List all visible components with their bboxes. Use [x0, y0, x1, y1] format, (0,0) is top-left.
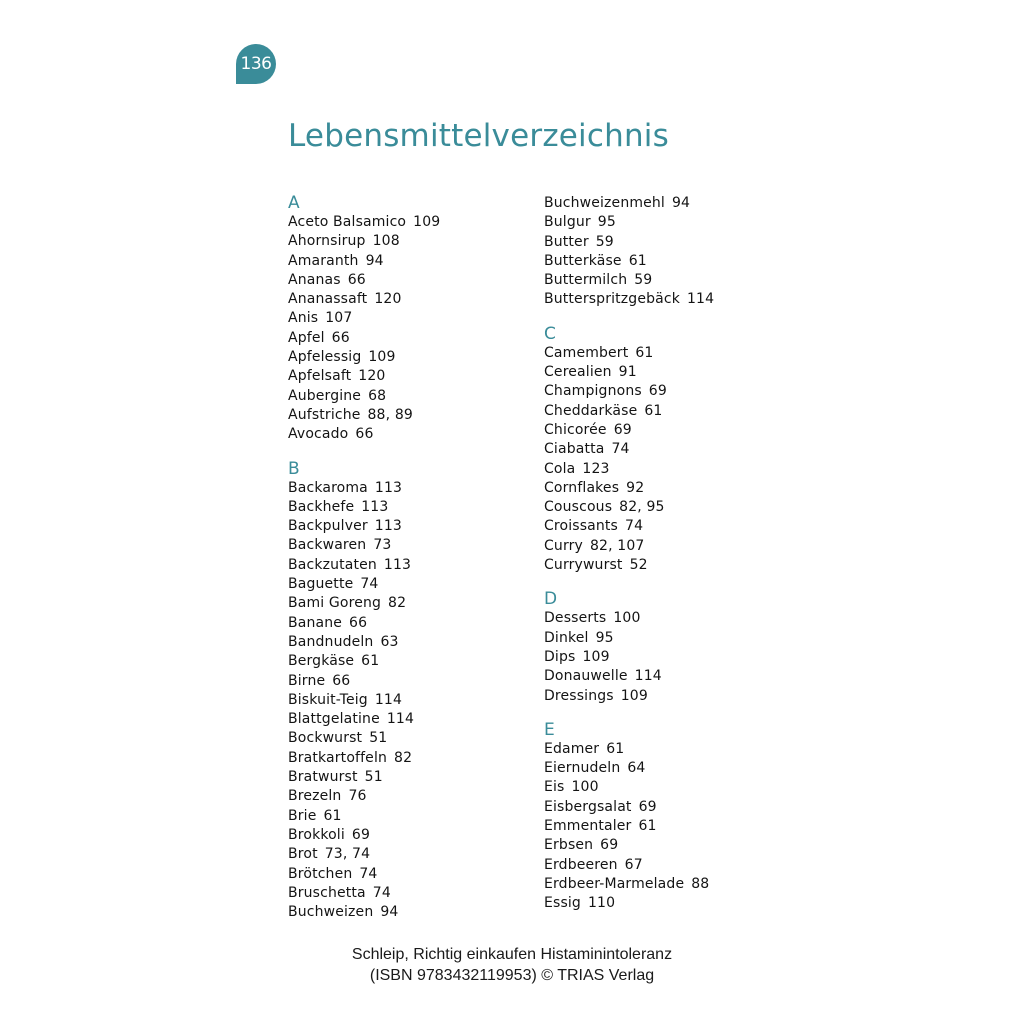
index-entry	[544, 252, 794, 271]
section-letter-heading: A	[288, 193, 300, 213]
index-entry	[288, 232, 538, 251]
entry-page-ref: 109	[413, 214, 441, 230]
entry-page-ref: 76	[348, 788, 367, 805]
index-entry	[544, 363, 794, 382]
index-entry	[288, 807, 538, 826]
index-entry	[544, 421, 794, 440]
entry-page-ref: 74	[372, 884, 391, 901]
index-entry	[544, 460, 794, 479]
index-entry	[288, 884, 538, 903]
entry-name: Bulgur	[544, 214, 591, 231]
entry-page-ref: 108	[372, 233, 400, 250]
entry-page-ref: 69	[351, 826, 371, 843]
index-entry	[288, 498, 538, 517]
entry-page-ref: 69	[638, 798, 657, 815]
entry-page-ref: 113	[361, 498, 389, 515]
entry-page-ref: 114	[634, 668, 662, 685]
entry-name: Croissants	[544, 518, 619, 535]
entry-page-ref: 107	[325, 310, 353, 327]
entry-name: Backwaren	[288, 537, 367, 554]
index-entry	[544, 667, 794, 686]
entry-name: Ananassaft	[288, 291, 368, 308]
entry-page-ref: 74	[360, 576, 379, 593]
entry-name: Eisbergsalat	[544, 798, 632, 815]
index-entry	[288, 425, 538, 444]
entry-page-ref: 114	[386, 711, 415, 728]
index-section-b	[288, 460, 538, 923]
entry-page-ref: 51	[364, 769, 383, 786]
index-section-continued	[544, 194, 794, 310]
entry-page-ref: 82, 95	[619, 499, 665, 516]
entry-name: Erdbeer-Marmelade	[544, 875, 685, 892]
entry-page-ref: 113	[383, 556, 412, 573]
entry-page-ref: 120	[374, 291, 402, 308]
entry-page-ref: 100	[571, 779, 599, 796]
entry-page-ref: 82	[388, 595, 407, 612]
index-entry	[288, 252, 538, 271]
page-title: Lebensmittelverzeichnis	[288, 118, 669, 154]
index-entry	[288, 329, 538, 348]
entry-page-ref: 123	[582, 460, 610, 477]
index-entry	[288, 633, 538, 652]
index-entry	[288, 271, 538, 290]
entry-name: Cheddarkäse	[544, 402, 638, 419]
entry-name: Dips	[544, 648, 576, 665]
entry-name: Backaroma	[288, 479, 368, 496]
index-entry	[288, 652, 538, 671]
entry-page-ref: 69	[613, 421, 632, 438]
index-entry	[544, 213, 794, 232]
index-entry	[544, 817, 794, 836]
index-column-right	[544, 194, 794, 929]
entry-name: Emmentaler	[544, 818, 632, 835]
entry-page-ref: 61	[638, 818, 657, 835]
entry-name: Bratkartoffeln	[288, 749, 388, 766]
entry-page-ref: 59	[595, 233, 614, 250]
index-entry	[288, 406, 538, 425]
entry-name: Apfelessig	[288, 349, 362, 366]
index-entry	[544, 894, 794, 913]
entry-page-ref: 82, 107	[589, 537, 645, 554]
entry-page-ref: 66	[331, 329, 350, 346]
entry-name: Brötchen	[288, 865, 353, 882]
entry-page-ref: 61	[361, 653, 380, 670]
entry-page-ref: 82	[394, 749, 413, 766]
index-entry	[544, 440, 794, 459]
entry-name: Bruschetta	[288, 884, 366, 901]
index-entry	[544, 402, 794, 421]
entry-name: Birne	[288, 672, 326, 689]
entry-list	[544, 194, 794, 310]
entry-name: Bandnudeln	[288, 633, 374, 650]
entry-page-ref: 66	[349, 614, 368, 631]
entry-page-ref: 61	[323, 807, 342, 824]
entry-name: Bami Goreng	[288, 595, 382, 612]
entry-name: Currywurst	[544, 557, 623, 574]
entry-page-ref: 74	[625, 518, 644, 535]
entry-name: Curry	[544, 537, 583, 554]
index-entry	[544, 194, 794, 213]
entry-name: Buchweizen	[288, 904, 374, 921]
entry-name: Backhefe	[288, 498, 355, 515]
index-entry	[544, 382, 794, 401]
entry-list	[288, 479, 538, 923]
entry-name: Aceto Balsamico	[288, 214, 407, 230]
entry-name: Cola	[544, 460, 576, 477]
index-entry	[288, 845, 538, 864]
entry-page-ref: 61	[644, 402, 663, 419]
entry-name: Backzutaten	[288, 556, 377, 573]
index-section-e	[544, 721, 794, 914]
entry-list	[544, 740, 794, 914]
index-entry	[544, 778, 794, 797]
entry-page-ref: 95	[597, 214, 616, 231]
index-entry	[544, 517, 794, 536]
index-entry	[544, 740, 794, 759]
entry-page-ref: 91	[618, 364, 637, 381]
index-column-left	[288, 194, 538, 937]
entry-page-ref: 61	[635, 344, 654, 361]
index-entry	[288, 672, 538, 691]
entry-name: Chicorée	[544, 421, 607, 438]
index-entry	[288, 517, 538, 536]
index-entry	[544, 609, 794, 628]
entry-page-ref: 68	[368, 387, 387, 404]
section-letter-heading: D	[544, 589, 558, 610]
entry-page-ref: 120	[358, 368, 386, 385]
entry-page-ref: 69	[648, 383, 667, 400]
index-entry	[544, 836, 794, 855]
entry-name: Aubergine	[288, 387, 362, 404]
index-entry	[288, 367, 538, 386]
entry-name: Butterkäse	[544, 252, 622, 269]
index-entry	[288, 348, 538, 367]
section-letter-heading: B	[288, 458, 300, 479]
entry-page-ref: 74	[359, 865, 378, 882]
entry-page-ref: 114	[686, 291, 715, 308]
entry-page-ref: 66	[355, 426, 374, 443]
entry-page-ref: 69	[600, 837, 619, 854]
entry-list	[544, 344, 794, 576]
index-entry	[544, 687, 794, 706]
entry-name: Dinkel	[544, 629, 589, 646]
entry-name: Butter	[544, 233, 589, 250]
index-entry	[544, 479, 794, 498]
entry-name: Brezeln	[288, 788, 342, 805]
index-entry	[544, 856, 794, 875]
entry-page-ref: 94	[671, 195, 691, 211]
entry-name: Cornflakes	[544, 479, 620, 496]
index-entry	[544, 759, 794, 778]
index-entry	[288, 309, 538, 328]
index-entry	[544, 271, 794, 290]
index-entry	[544, 537, 794, 556]
index-section-d	[544, 590, 794, 705]
entry-name: Desserts	[544, 610, 607, 627]
entry-page-ref: 114	[374, 691, 403, 708]
entry-name: Backpulver	[288, 518, 368, 535]
page-number-badge: 136	[236, 44, 276, 84]
section-letter-heading: E	[544, 719, 555, 740]
entry-page-ref: 113	[374, 518, 402, 535]
entry-name: Avocado	[288, 426, 349, 443]
index-entry	[544, 798, 794, 817]
entry-name: Camembert	[544, 344, 629, 361]
index-entry	[544, 290, 794, 309]
entry-name: Eis	[544, 779, 565, 796]
index-entry	[544, 648, 794, 667]
entry-page-ref: 66	[332, 672, 351, 689]
entry-page-ref: 109	[582, 648, 610, 665]
index-entry	[288, 710, 538, 729]
entry-page-ref: 109	[620, 687, 648, 704]
entry-name: Bockwurst	[288, 730, 363, 747]
index-entry	[288, 768, 538, 787]
entry-name: Ciabatta	[544, 441, 605, 458]
index-entry	[288, 826, 538, 845]
entry-name: Blattgelatine	[288, 711, 380, 728]
index-entry	[288, 787, 538, 806]
entry-name: Essig	[544, 895, 581, 912]
entry-page-ref: 61	[628, 252, 647, 269]
entry-page-ref: 88, 89	[367, 406, 413, 423]
entry-page-ref: 110	[587, 895, 616, 912]
index-entry	[288, 729, 538, 748]
entry-page-ref: 94	[365, 252, 384, 269]
entry-page-ref: 51	[369, 730, 388, 747]
entry-name: Edamer	[544, 740, 600, 757]
entry-page-ref: 67	[624, 856, 643, 873]
entry-page-ref: 92	[626, 479, 645, 496]
index-entry	[544, 233, 794, 252]
entry-page-ref: 113	[374, 479, 403, 496]
index-entry	[288, 865, 538, 884]
entry-name: Bratwurst	[288, 769, 358, 786]
entry-page-ref: 73, 74	[324, 846, 371, 863]
index-entry	[288, 556, 538, 575]
index-entry	[544, 629, 794, 648]
index-section-c	[544, 325, 794, 576]
entry-name: Anis	[288, 310, 319, 327]
entry-page-ref: 94	[380, 904, 399, 921]
footer-line-2: (ISBN 9783432119953) © TRIAS Verlag	[369, 967, 655, 984]
footer-line-1: Schleip, Richtig einkaufen Histaminintoleranz	[351, 946, 673, 963]
entry-page-ref: 66	[347, 271, 366, 288]
entry-name: Brokkoli	[288, 826, 345, 843]
index-entry	[288, 594, 538, 613]
entry-name: Brot	[288, 846, 318, 863]
index-entry	[544, 344, 794, 363]
entry-name: Ahornsirup	[288, 233, 366, 250]
index-section-a	[288, 194, 538, 445]
index-entry	[544, 875, 794, 894]
index-entry	[288, 903, 538, 922]
entry-name: Donauwelle	[544, 668, 628, 685]
entry-name: Erdbeeren	[544, 856, 618, 873]
entry-name: Amaranth	[288, 252, 359, 269]
index-entry	[288, 536, 538, 555]
entry-page-ref: 73	[373, 537, 392, 554]
entry-name: Champignons	[544, 383, 642, 400]
index-entry	[288, 614, 538, 633]
index-entry	[288, 387, 538, 406]
entry-page-ref: 109	[368, 349, 396, 366]
entry-page-ref: 52	[629, 557, 648, 574]
entry-name: Cerealien	[544, 364, 612, 381]
entry-page-ref: 95	[595, 629, 614, 646]
entry-page-ref: 59	[634, 272, 653, 289]
entry-page-ref: 64	[627, 760, 646, 777]
entry-page-ref: 74	[611, 441, 630, 458]
entry-page-ref: 100	[613, 610, 641, 627]
entry-name: Buttermilch	[544, 272, 628, 289]
entry-list	[288, 213, 538, 445]
index-entry	[544, 498, 794, 517]
footer-credit	[0, 944, 1024, 986]
index-entry	[288, 479, 538, 498]
entry-name: Butterspritzgebäck	[544, 291, 680, 308]
entry-name: Ananas	[288, 271, 341, 288]
entry-page-ref: 63	[380, 633, 399, 650]
entry-page-ref: 61	[606, 740, 625, 757]
entry-name: Biskuit-Teig	[288, 691, 368, 708]
entry-name: Apfel	[288, 329, 325, 346]
entry-page-ref: 88	[691, 875, 710, 892]
entry-name: Dressings	[544, 687, 614, 704]
entry-name: Brie	[288, 807, 317, 824]
entry-name: Buchweizenmehl	[544, 195, 665, 211]
entry-name: Bergkäse	[288, 653, 355, 670]
section-letter-heading: C	[544, 323, 556, 344]
index-entry	[288, 290, 538, 309]
entry-name: Aufstriche	[288, 406, 361, 423]
entry-name: Erbsen	[544, 837, 594, 854]
index-entry	[288, 691, 538, 710]
entry-list	[544, 609, 794, 705]
entry-name: Baguette	[288, 576, 354, 593]
index-entry	[544, 556, 794, 575]
entry-name: Apfelsaft	[288, 368, 352, 385]
index-entry	[288, 575, 538, 594]
entry-name: Eiernudeln	[544, 760, 621, 777]
index-entry	[288, 749, 538, 768]
index-entry	[288, 213, 538, 232]
entry-name: Couscous	[544, 499, 613, 516]
entry-name: Banane	[288, 614, 343, 631]
